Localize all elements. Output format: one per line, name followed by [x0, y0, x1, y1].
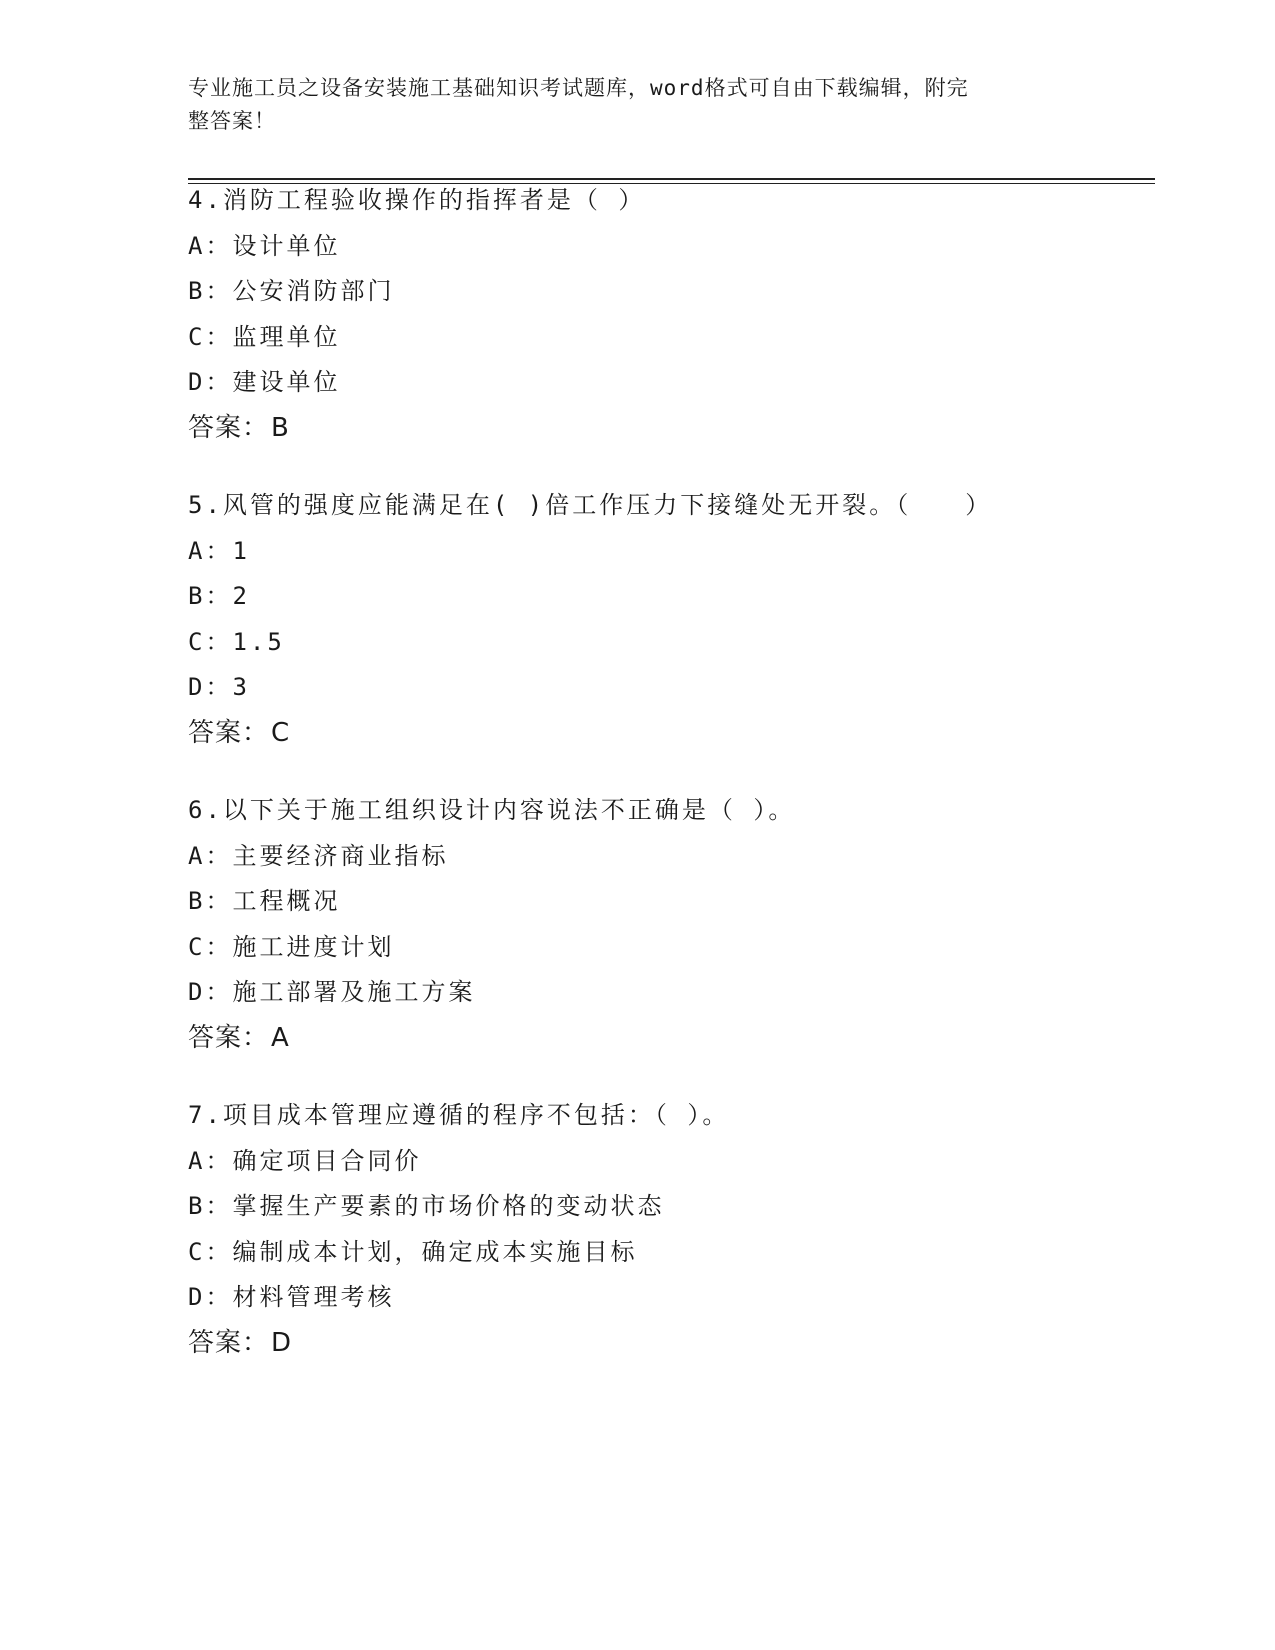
- answer-label: 答案：: [188, 717, 270, 748]
- option-b: B：掌握生产要素的市场价格的变动状态: [188, 1192, 665, 1220]
- answer-line: [188, 406, 1148, 452]
- option-c: C：施工进度计划: [188, 932, 395, 961]
- answer-value: C: [271, 717, 291, 748]
- option-a: A：确定项目合同价: [188, 1146, 422, 1175]
- option-a: A：设计单位: [188, 231, 341, 260]
- option-c: C：监理单位: [188, 322, 341, 351]
- answer-value: B: [271, 412, 290, 443]
- answer-label: 答案：: [188, 1327, 270, 1358]
- question-4: [188, 178, 1148, 451]
- answer-value: D: [271, 1327, 293, 1358]
- header-line-1: 专业施工员之设备安装施工基础知识考试题库，word格式可自由下载编辑，附完: [188, 76, 969, 100]
- question-stem: 5.风管的强度应能满足在( )倍工作压力下接缝处无开裂。（ ）: [188, 491, 993, 519]
- answer-value: A: [271, 1022, 290, 1053]
- question-stem: 7.项目成本管理应遵循的程序不包括：（ ）。: [188, 1101, 730, 1129]
- option-b: B：工程概况: [188, 887, 341, 915]
- option-a: A：主要经济商业指标: [188, 841, 449, 870]
- option-d: D：3: [188, 673, 250, 701]
- header-line-2: 整答案！: [188, 109, 276, 133]
- option-c: C：1.5: [188, 627, 285, 656]
- answer-label: 答案：: [188, 1022, 270, 1053]
- question-5: [188, 483, 1148, 756]
- option-c: C：编制成本计划，确定成本实施目标: [188, 1237, 638, 1266]
- question-stem: 6.以下关于施工组织设计内容说法不正确是（ ）。: [188, 796, 796, 824]
- option-a: A：1: [188, 536, 250, 565]
- option-d: D：建设单位: [188, 368, 341, 396]
- option-d: D：材料管理考核: [188, 1283, 395, 1311]
- option-b: B：2: [188, 582, 250, 610]
- answer-label: 答案：: [188, 412, 270, 443]
- answer-line: [188, 711, 1148, 757]
- option-b: B：公安消防部门: [188, 277, 395, 305]
- document-header: [188, 72, 1068, 138]
- question-6: [188, 788, 1148, 1061]
- answer-line: [188, 1016, 1148, 1062]
- option-d: D：施工部署及施工方案: [188, 978, 476, 1006]
- question-stem: 4.消防工程验收操作的指挥者是（ ）: [188, 186, 646, 214]
- answer-line: [188, 1321, 1148, 1367]
- question-7: [188, 1093, 1148, 1366]
